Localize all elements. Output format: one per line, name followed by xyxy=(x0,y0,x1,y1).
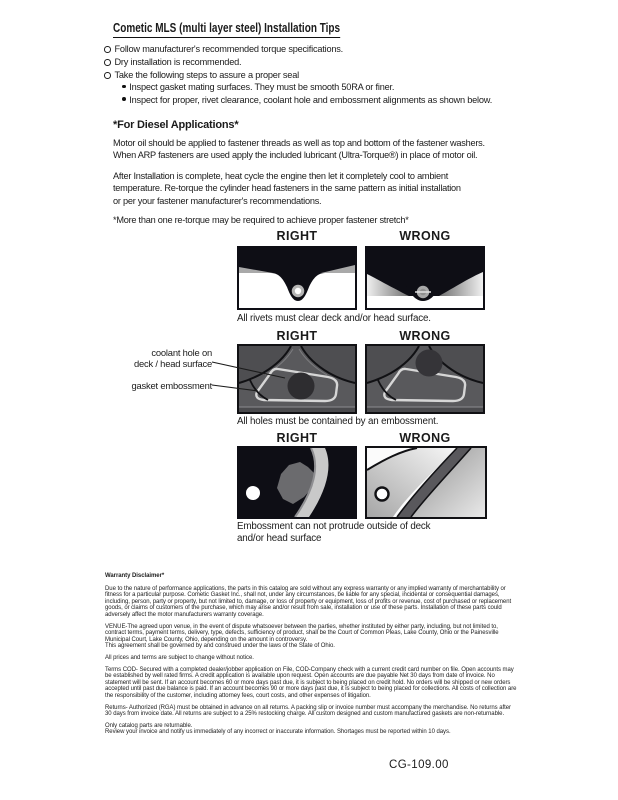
section-heading-diesel: *For Diesel Applications* xyxy=(113,119,239,131)
bullet-list xyxy=(104,43,343,82)
label-wrong-row3: WRONG xyxy=(399,431,451,445)
page-code: CG-109.00 xyxy=(389,759,449,771)
disclaimer-paragraph: Returns- Authorized (RGA) must be obtained in advance on all returns. A packing slip or invoice number must accompany the merchandise. No returns after 30 days from invoice date. All returns are subject to a 25% restocking charge. All custom designed and custom manufactured gaskets are non-returnable. xyxy=(105,704,511,718)
sub-bullet-list xyxy=(122,81,492,106)
diagram-hole-wrong-panel xyxy=(365,344,485,414)
filled-bullet-icon xyxy=(122,85,126,89)
list-item xyxy=(122,81,492,94)
paragraph-motor-oil: Motor oil should be applied to fastener threads as well as top and bottom of the fastener washers. When ARP fasteners are used apply the included lubricant (Ultra-Torque®) in place of motor oil. xyxy=(113,138,485,161)
open-bullet-icon xyxy=(104,59,111,66)
warranty-disclaimer xyxy=(105,573,517,741)
diagram-rivet-wrong-panel xyxy=(365,246,485,310)
caption-embossment: Embossment can not protrude outside of deck and/or head surface xyxy=(237,521,431,544)
caption-holes: All holes must be contained by an embossment. xyxy=(237,416,439,427)
list-item xyxy=(122,94,492,107)
bullet-text: Dry installation is recommended. xyxy=(114,57,242,67)
open-bullet-icon xyxy=(104,72,111,79)
disclaimer-paragraph: VENUE-The agreed upon venue, in the event of dispute whatsoever between the parties, whether instituted by either party, including, but not limited to, contract terms, payment terms, delivery, type, defects, sufficiency of product, shall be the Court of Common Pleas, Lake County, Ohio or the Painesville Municipal Court, Lake County, Ohio, depending on the amount in controversy. This agreement shall be governed by and construed under the laws of the State of Ohio. xyxy=(105,623,499,650)
disclaimer-heading: Warranty Disclaimer* xyxy=(105,573,165,579)
label-wrong-row2: WRONG xyxy=(399,329,451,343)
disclaimer-paragraph: Only catalog parts are returnable. Review your invoice and notify us immediately of any incorrect or inaccurate information. Shortages must be reported within 10 days. xyxy=(105,722,451,736)
annotation-coolant-hole: coolant hole on deck / head surface xyxy=(133,347,212,369)
bullet-text: Inspect for proper, rivet clearance, coolant hole and embossment alignments as shown below. xyxy=(129,94,493,105)
annotation-gasket-embossment: gasket embossment xyxy=(131,380,212,391)
bolt-hole-icon xyxy=(376,488,389,501)
bullet-text: Inspect gasket mating surfaces. They must be smooth 50RA or finer. xyxy=(129,82,395,92)
list-item xyxy=(104,43,343,56)
paragraph-retorque-note: *More than one re-torque may be required to achieve proper fastener stretch* xyxy=(113,215,409,225)
diagram-embossment-right-panel xyxy=(237,446,357,519)
bullet-text: Take the following steps to assure a proper seal xyxy=(114,70,299,80)
diagram-embossment-wrong-panel xyxy=(365,446,487,519)
paragraph-heat-cycle: After Installation is complete, heat cycle the engine then let it completely cool to ambient temperature. Re-torque the cylinder head fasteners in the same pattern as initial installation or per your fastener manufacturer's recommendations. xyxy=(113,171,461,206)
open-bullet-icon xyxy=(104,46,111,53)
label-wrong-row1: WRONG xyxy=(399,229,451,243)
label-right-row1: RIGHT xyxy=(276,229,318,243)
label-right-row3: RIGHT xyxy=(276,431,318,445)
filled-bullet-icon xyxy=(122,97,126,101)
bolt-hole-icon xyxy=(246,486,260,500)
disclaimer-paragraph: Terms COD- Secured with a completed dealer/jobber application on File, COD-Company check with a current credit card number on file. Open accounts may be established by well rated firms. A credit application is available upon request. Open accounts are due payable Net 30 days from date of invoice. No statement will be sent. If an account becomes 60 or more days past due, it is subject to being placed on credit hold. No orders will be shipped or new orders accepted until past due balance is paid. If an account becomes 90 or more days past due, it is subject to being placed for collections. All costs of collection are the responsibility of the customer, including attorney fees, court costs, and other expenses of litigation. xyxy=(105,666,517,699)
label-right-row2: RIGHT xyxy=(276,329,318,343)
bullet-text: Follow manufacturer's recommended torque specifications. xyxy=(114,44,344,54)
caption-rivets: All rivets must clear deck and/or head surface. xyxy=(237,313,431,324)
list-item xyxy=(104,56,343,69)
annotation-pointer-lines xyxy=(206,352,298,397)
disclaimer-paragraph: Due to the nature of performance applications, the parts in this catalog are sold without any express warranty or any implied warranty of merchantability or fitness for a particular purpose. Cometic Gasket Inc., shall not, under any circumstances, be liable for any special, incidental or consequential damages, including, person, party or property, but not limited to, damage, or loss of property or equipment, loss of profits or revenue, cost of purchased or replacement goods, or claims of customers of the purchase, which may arise and/or result from sale, installation or use of these parts. Installation of these parts could adversely affect the motor manufacturers warranty coverage. xyxy=(105,585,512,618)
page-title: Cometic MLS (multi layer steel) Installation Tips xyxy=(113,21,340,38)
coolant-hole-icon xyxy=(416,350,443,377)
disclaimer-paragraph: All prices and terms are subject to change without notice. xyxy=(105,654,254,661)
diagram-rivet-right-panel xyxy=(237,246,357,310)
